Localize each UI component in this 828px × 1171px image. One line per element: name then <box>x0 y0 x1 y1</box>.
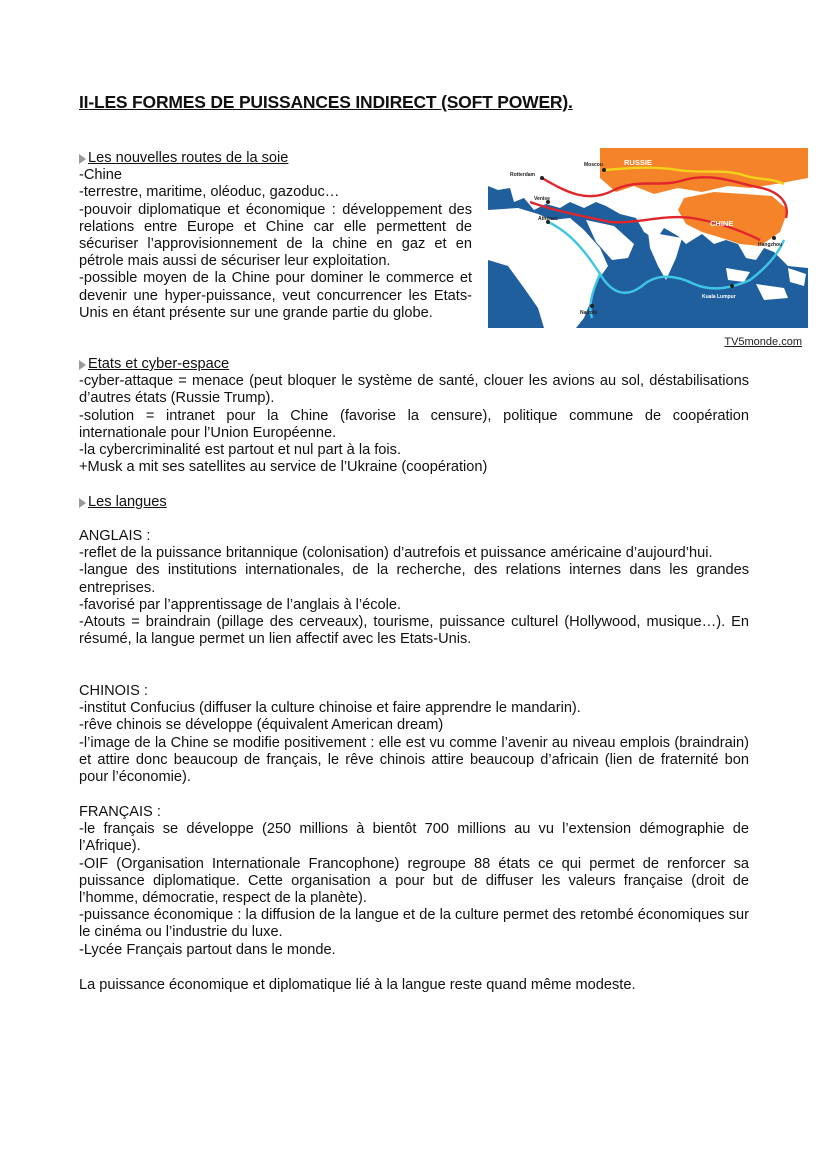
cyber-heading <box>79 356 749 373</box>
cyber-section <box>79 356 749 476</box>
francais-line: -Lycée Français partout dans le monde. <box>79 941 336 958</box>
chinois-title: CHINOIS : <box>79 683 148 699</box>
city-marker <box>730 284 734 288</box>
anglais-section <box>79 528 749 648</box>
chinois-line: -l’image de la Chine se modifie positivement : elle est vu comme l’avenir au niveau emplois (braindrain) et attire donc beaucoup de français, le rêve chinois attire beaucoup d’africain (lien de fraternité bon pour l’économie). <box>79 734 749 786</box>
page-title: II-LES FORMES DE PUISSANCES INDIRECT (SOFT POWER). <box>79 92 573 112</box>
map-label-nairobi: Nairobi <box>580 310 598 316</box>
map-label-hangzhou: Hangzhou <box>758 242 783 248</box>
silk-line: -Chine <box>79 167 122 184</box>
cyber-heading-text: Etats et cyber-espace <box>88 356 230 372</box>
silk-roads-map <box>488 148 808 328</box>
chinois-line: -rêve chinois se développe (équivalent American dream) <box>79 717 444 734</box>
map-label-venise: Venise <box>534 196 550 202</box>
francais-line: -le français se développe (250 millions à bientôt 700 millions au vu l’extension démographie de l’Afrique). <box>79 821 749 855</box>
langues-heading <box>79 494 749 511</box>
bullet-triangle-icon <box>79 498 86 508</box>
bullet-triangle-icon <box>79 360 86 370</box>
cyber-line: +Musk a mit ses satellites au service de l’Ukraine (coopération) <box>79 459 488 476</box>
map-label-kuala-lumpur: Kuala Lumpur <box>702 294 736 300</box>
silk-roads-heading <box>79 150 472 167</box>
map-label-rotterdam: Rotterdam <box>510 172 536 178</box>
silk-line: -possible moyen de la Chine pour dominer le commerce et devenir une hyper-puissance, veut concurrencer les Etats-Unis en étant présente sur une grande partie du globe. <box>79 270 472 321</box>
conclusion-text: La puissance économique et diplomatique lié à la langue reste quand même modeste. <box>79 977 636 993</box>
silk-roads-map-svg <box>488 148 808 328</box>
bullet-triangle-icon <box>79 154 86 164</box>
cyber-line: -la cybercriminalité est partout et nul part à la fois. <box>79 442 402 459</box>
city-marker <box>602 168 606 172</box>
chinois-line: -institut Confucius (diffuser la culture chinoise et faire apprendre le mandarin). <box>79 700 581 717</box>
silk-roads-section <box>79 150 472 322</box>
silk-roads-heading-text: Les nouvelles routes de la soie <box>88 150 289 166</box>
map-label-chine: CHINE <box>710 219 734 228</box>
langues-heading-text: Les langues <box>88 494 167 510</box>
cyber-line: -cyber-attaque = menace (peut bloquer le système de santé, clouer les avions au sol, déstabilisations d’autres états (Russie Trump). <box>79 373 749 407</box>
francais-line: -puissance économique : la diffusion de la langue et de la culture permet des retombé économiques sur le cinéma ou l’industrie du luxe. <box>79 907 749 941</box>
francais-section <box>79 804 749 959</box>
map-label-russie: RUSSIE <box>624 158 652 167</box>
anglais-line: -Atouts = braindrain (pillage des cerveaux), tourisme, puissance culturel (Hollywood, musique…). En résumé, la langue permet un lien affectif avec les Etats-Unis. <box>79 614 749 648</box>
chinois-section <box>79 683 749 786</box>
city-marker <box>772 236 776 240</box>
map-label-athenes: Athènes <box>538 216 558 222</box>
map-credit: TV5monde.com <box>724 336 802 348</box>
silk-line: -terrestre, maritime, oléoduc, gazoduc… <box>79 184 340 201</box>
anglais-title: ANGLAIS : <box>79 528 151 544</box>
anglais-line: -favorisé par l’apprentissage de l’anglais à l’école. <box>79 596 402 613</box>
city-marker <box>590 304 594 308</box>
francais-line: -OIF (Organisation Internationale Francophone) regroupe 88 états ce qui permet de renforcer sa puissance diplomatique. Cette organisation a pour but de diffuser les valeurs française (droit de l’homme, démocratie, respect de la planète). <box>79 855 749 907</box>
francais-title: FRANÇAIS : <box>79 804 161 820</box>
map-label-moscou: Moscou <box>584 162 603 168</box>
anglais-line: -reflet de la puissance britannique (colonisation) d’autrefois et puissance américaine d’aujourd’hui. <box>79 545 713 562</box>
anglais-line: -langue des institutions internationales, de la recherche, des relations internes dans les grandes entreprises. <box>79 562 749 596</box>
city-marker <box>540 176 544 180</box>
cyber-line: -solution = intranet pour la Chine (favorise la censure), politique commune de coopération internationale pour l’Union Européenne. <box>79 407 749 441</box>
silk-line: -pouvoir diplomatique et économique : développement des relations entre Europe et Chine car elle permettent de sécuriser l’approvisionnement de la chine en gaz et en pétrole mais aussi de sécuriser leur exploitation. <box>79 201 472 270</box>
